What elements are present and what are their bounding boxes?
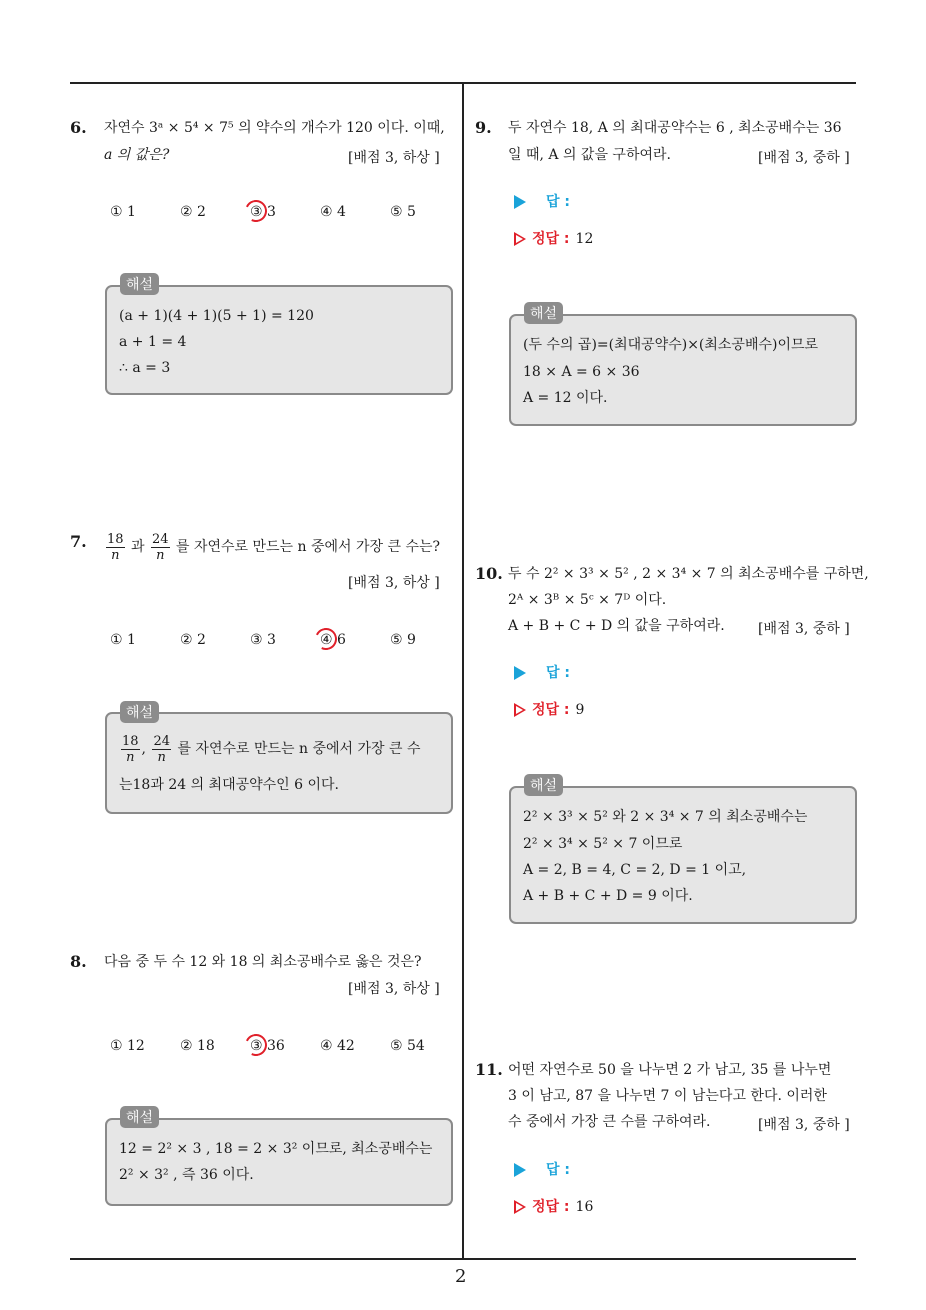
question-text-line: 두 자연수 18, A 의 최대공약수는 6 , 최소공배수는 36 [508,120,842,136]
solution-line: 18 × A = 6 × 36 [523,364,640,380]
correct-answer: 정답 : 12 [514,228,593,248]
question-text-line: 3 이 남고, 87 을 나누면 7 이 남는다고 한다. 이러한 [508,1088,827,1104]
answer-mark-circle [242,197,270,225]
question-text-line: 두 수 2² × 3³ × 5² , 2 × 3⁴ × 7 의 최소공배수를 구하면, [508,566,869,582]
choice-1[interactable]: ① 1 [110,204,136,220]
play-triangle-icon [514,666,526,680]
choice-4[interactable]: ④ 42 [320,1038,355,1054]
solution-line: 는18과 24 의 최대공약수인 6 이다. [119,777,340,793]
question-number: 7. [70,532,87,551]
solution-line: A + B + C + D = 9 이다. [523,888,693,904]
question-text-line: 2ᴬ × 3ᴮ × 5ᶜ × 7ᴰ 이다. [508,592,667,608]
score-meta: [배점 3, 하상 ] [348,981,440,997]
solution-line: 2² × 3² , 즉 36 이다. [119,1167,254,1183]
choice-3[interactable]: ③ 3 [250,204,276,220]
question-number: 9. [475,118,492,137]
question-text-line: a 의 값은? [104,147,170,163]
fraction: $\frac{18}{n}$ [107,531,124,563]
choice-1[interactable]: ① 1 [110,632,136,648]
choice-4[interactable]: ④ 4 [320,204,346,220]
choice-3[interactable]: ③ 36 [250,1038,285,1054]
answer-mark-circle [312,625,340,653]
question-number: 11. [475,1060,503,1079]
solution-line: ∴ a = 3 [119,360,171,376]
solution-tag: 해설 [120,701,159,723]
solution-tag: 해설 [120,1106,159,1128]
choice-4[interactable]: ④ 6 [320,632,346,648]
solution-tag: 해설 [120,273,159,295]
hollow-triangle-icon [514,1200,526,1214]
fraction: $\frac{24}{n}$ [153,733,170,765]
choice-2[interactable]: ② 2 [180,204,206,220]
page-number: 2 [455,1266,467,1287]
solution-line: 12 = 2² × 3 , 18 = 2 × 3² 이므로, 최소공배수는 [119,1141,433,1157]
column-divider [462,82,464,1260]
solution-tag: 해설 [524,774,563,796]
question-text-line: $\frac{18}{n}$ 과 $\frac{24}{n}$ 를 자연수로 만드는 n 중에서 가장 큰 수는? [107,531,441,563]
question-text-line: 어떤 자연수로 50 을 나누면 2 가 남고, 35 를 나누면 [508,1062,832,1078]
question-number: 8. [70,952,87,971]
solution-line: $\frac{18}{n}$ , $\frac{24}{n}$ 를 자연수로 만드는 n 중에서 가장 큰 수 [122,733,421,765]
fraction: $\frac{24}{n}$ [151,531,169,563]
score-meta: [배점 3, 중하 ] [758,621,850,637]
score-meta: [배점 3, 중하 ] [758,150,850,166]
play-triangle-icon [514,1163,526,1177]
solution-line: (a + 1)(4 + 1)(5 + 1) = 120 [119,308,314,324]
solution-line: 2² × 3³ × 5² 와 2 × 3⁴ × 7 의 최소공배수는 [523,809,808,825]
solution-line: 2² × 3⁴ × 5² × 7 이므로 [523,836,683,852]
question-text-line: A + B + C + D 의 값을 구하여라. [508,618,725,634]
solution-tag: 해설 [524,302,563,324]
solution-box [509,786,857,924]
solution-box [105,712,453,814]
score-meta: [배점 3, 하상 ] [348,150,440,166]
answer-label: 답 : [514,1159,570,1179]
hollow-triangle-icon [514,703,526,717]
question-text-line: 자연수 3ᵃ × 5⁴ × 7⁵ 의 약수의 개수가 120 이다. 이때, [104,120,445,136]
solution-line: (두 수의 곱)=(최대공약수)×(최소공배수)이므로 [523,337,819,353]
solution-line: a + 1 = 4 [119,334,187,350]
choice-3[interactable]: ③ 3 [250,632,276,648]
question-number: 6. [70,118,87,137]
bottom-rule [70,1258,856,1260]
choice-2[interactable]: ② 18 [180,1038,215,1054]
hollow-triangle-icon [514,232,526,246]
choice-2[interactable]: ② 2 [180,632,206,648]
answer-label: 답 : [514,662,570,682]
score-meta: [배점 3, 중하 ] [758,1117,850,1133]
answer-label: 답 : [514,191,570,211]
solution-line: A = 2, B = 4, C = 2, D = 1 이고, [523,862,747,878]
solution-line: A = 12 이다. [523,390,608,406]
correct-answer: 정답 : 9 [514,699,584,719]
solution-box [105,285,453,395]
choice-1[interactable]: ① 12 [110,1038,145,1054]
fraction: $\frac{18}{n}$ [122,733,139,765]
play-triangle-icon [514,195,526,209]
correct-answer: 정답 : 16 [514,1196,593,1216]
choice-5[interactable]: ⑤ 5 [390,204,416,220]
question-text-line: 수 중에서 가장 큰 수를 구하여라. [508,1114,711,1130]
question-text-line: 일 때, A 의 값을 구하여라. [508,147,671,163]
choice-5[interactable]: ⑤ 54 [390,1038,425,1054]
answer-mark-circle [242,1031,270,1059]
score-meta: [배점 3, 하상 ] [348,575,440,591]
solution-box [509,314,857,426]
choice-5[interactable]: ⑤ 9 [390,632,416,648]
solution-box [105,1118,453,1206]
question-number: 10. [475,564,503,583]
question-text-line: 다음 중 두 수 12 와 18 의 최소공배수로 옳은 것은? [104,954,422,970]
